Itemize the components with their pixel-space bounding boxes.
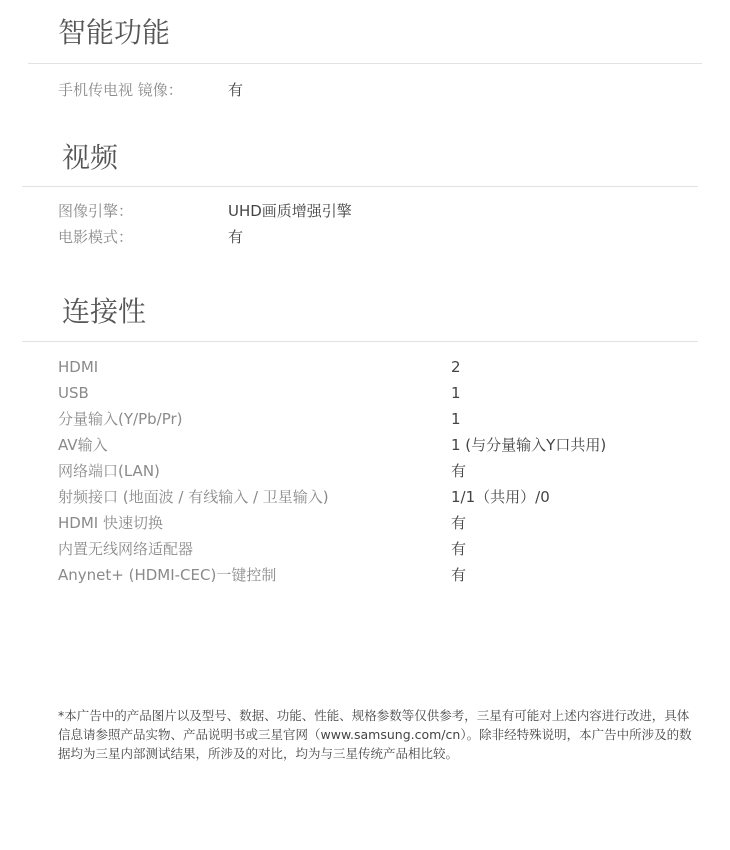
spec-row-picture-engine: [0, 198, 730, 224]
spec-row-hdmi-quick-switch: [0, 510, 730, 536]
spec-label: 手机传电视 镜像：: [58, 81, 183, 99]
spec-value: 有: [451, 566, 467, 584]
spec-label: 网络端口(LAN): [58, 462, 160, 480]
section-divider-video: [22, 186, 698, 187]
section-divider-connectivity: [22, 341, 698, 342]
spec-row-component-input: [0, 406, 730, 432]
spec-value: 有: [451, 514, 467, 532]
spec-label: 内置无线网络适配器: [58, 540, 194, 558]
spec-label: 分量输入(Y/Pb/Pr): [58, 410, 183, 428]
section-divider-smart: [28, 63, 702, 64]
section-title-connectivity: 连接性: [62, 295, 147, 328]
spec-label: USB: [58, 384, 89, 402]
spec-row-hdmi: [0, 354, 730, 380]
section-title-video: 视频: [62, 141, 119, 174]
spec-label: HDMI 快速切换: [58, 514, 163, 532]
spec-value: 1/1（共用）/0: [451, 488, 550, 506]
spec-label: AV输入: [58, 436, 108, 454]
spec-label: 射频接口 (地面波 / 有线输入 / 卫星输入): [58, 488, 329, 506]
spec-value: 有: [228, 228, 244, 246]
spec-row-wireless-adapter: [0, 536, 730, 562]
section-title-smart: 智能功能: [58, 16, 171, 49]
spec-value: 1: [451, 410, 461, 428]
spec-row-film-mode: [0, 224, 730, 250]
spec-row-lan-port: [0, 458, 730, 484]
spec-row-usb: [0, 380, 730, 406]
spec-value: 有: [451, 462, 467, 480]
spec-value: 2: [451, 358, 461, 376]
spec-row-rf-input: [0, 484, 730, 510]
spec-row-mirroring: [0, 77, 730, 103]
spec-label: HDMI: [58, 358, 99, 376]
disclaimer-text: *本广告中的产品图片以及型号、数据、功能、性能、规格参数等仅供参考，三星有可能对上述内容进行改进，具体信息请参照产品实物、产品说明书或三星官网（www.samsung.com/cn）。除非经特殊说明，本广告中所涉及的数据均为三星内部测试结果，所涉及的对比，均为与三星传统产品相比较。: [58, 708, 692, 761]
spec-label: 图像引擎：: [58, 202, 134, 220]
spec-row-av-input: [0, 432, 730, 458]
spec-row-anynet: [0, 562, 730, 588]
spec-value: 1: [451, 384, 461, 402]
spec-value: 有: [228, 81, 244, 99]
spec-value: 有: [451, 540, 467, 558]
spec-value: 1 (与分量输入Y口共用): [451, 436, 607, 454]
spec-value: UHD画质增强引擎: [228, 202, 352, 220]
spec-label: Anynet+ (HDMI-CEC)一键控制: [58, 566, 277, 584]
spec-label: 电影模式：: [58, 228, 134, 246]
